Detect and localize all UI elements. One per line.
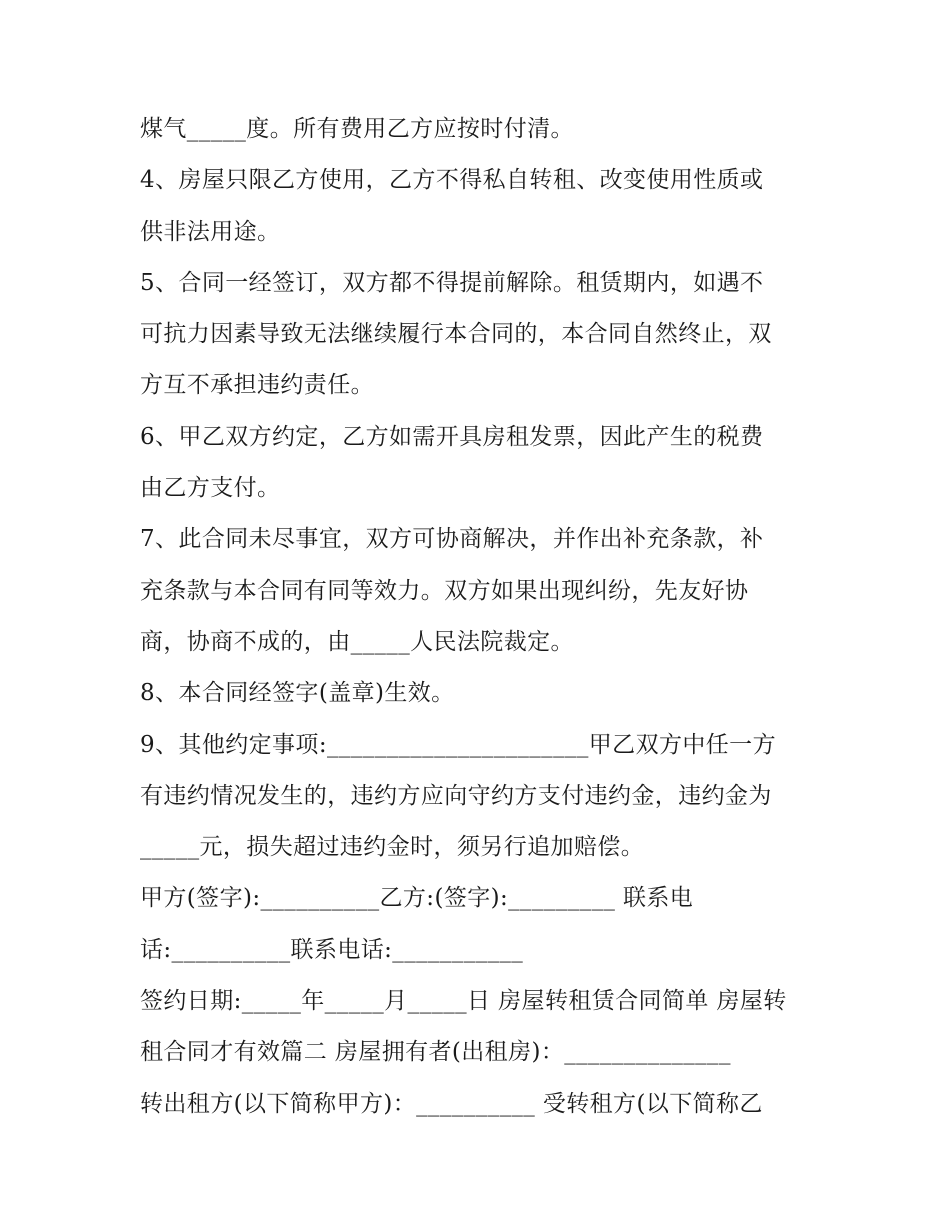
text-line-10: 充条款与本合同有同等效力。双方如果出现纠纷，先友好协 — [140, 577, 749, 604]
text-line-18: 签约日期:_____年_____月_____日 房屋转租赁合同简单 房屋转 — [140, 988, 787, 1015]
text-line-7: 6、甲乙双方约定，乙方如需开具房租发票，因此产生的税费 — [140, 423, 764, 450]
text-line-11: 商，协商不成的，由_____人民法院裁定。 — [140, 628, 574, 655]
text-line-19: 租合同才有效篇二 房屋拥有者(出租房)：______________ — [140, 1039, 731, 1066]
text-line-15: _____元，损失超过违约金时，须另行追加赔偿。 — [140, 834, 645, 861]
text-line-17: 话:__________联系电话:___________ — [140, 936, 524, 963]
text-line-14: 有违约情况发生的，违约方应向守约方支付违约金，违约金为 — [140, 782, 772, 809]
text-line-12: 8、本合同经签字(盖章)生效。 — [140, 680, 455, 707]
text-line-3: 供非法用途。 — [140, 218, 281, 245]
text-line-2: 4、房屋只限乙方使用，乙方不得私自转租、改变使用性质或 — [140, 167, 764, 194]
text-line-6: 方互不承担违约责任。 — [140, 372, 374, 399]
text-line-20: 转出租方(以下简称甲方)：__________ 受转租方(以下简称乙 — [140, 1090, 763, 1117]
contract-text — [140, 104, 840, 1130]
text-line-5: 可抗力因素导致无法继续履行本合同的，本合同自然终止，双 — [140, 321, 772, 348]
text-line-13: 9、其他约定事项:______________________甲乙双方中任一方 — [140, 731, 776, 758]
text-line-9: 7、此合同未尽事宜，双方可协商解决，并作出补充条款，补 — [140, 526, 764, 553]
text-line-16: 甲方(签字):__________乙方:(签字):_________ 联系电 — [140, 885, 694, 912]
text-line-4: 5、合同一经签订，双方都不得提前解除。租赁期内，如遇不 — [140, 269, 764, 296]
text-line-1: 煤气_____度。所有费用乙方应按时付清。 — [140, 116, 574, 142]
text-line-8: 由乙方支付。 — [140, 475, 281, 502]
